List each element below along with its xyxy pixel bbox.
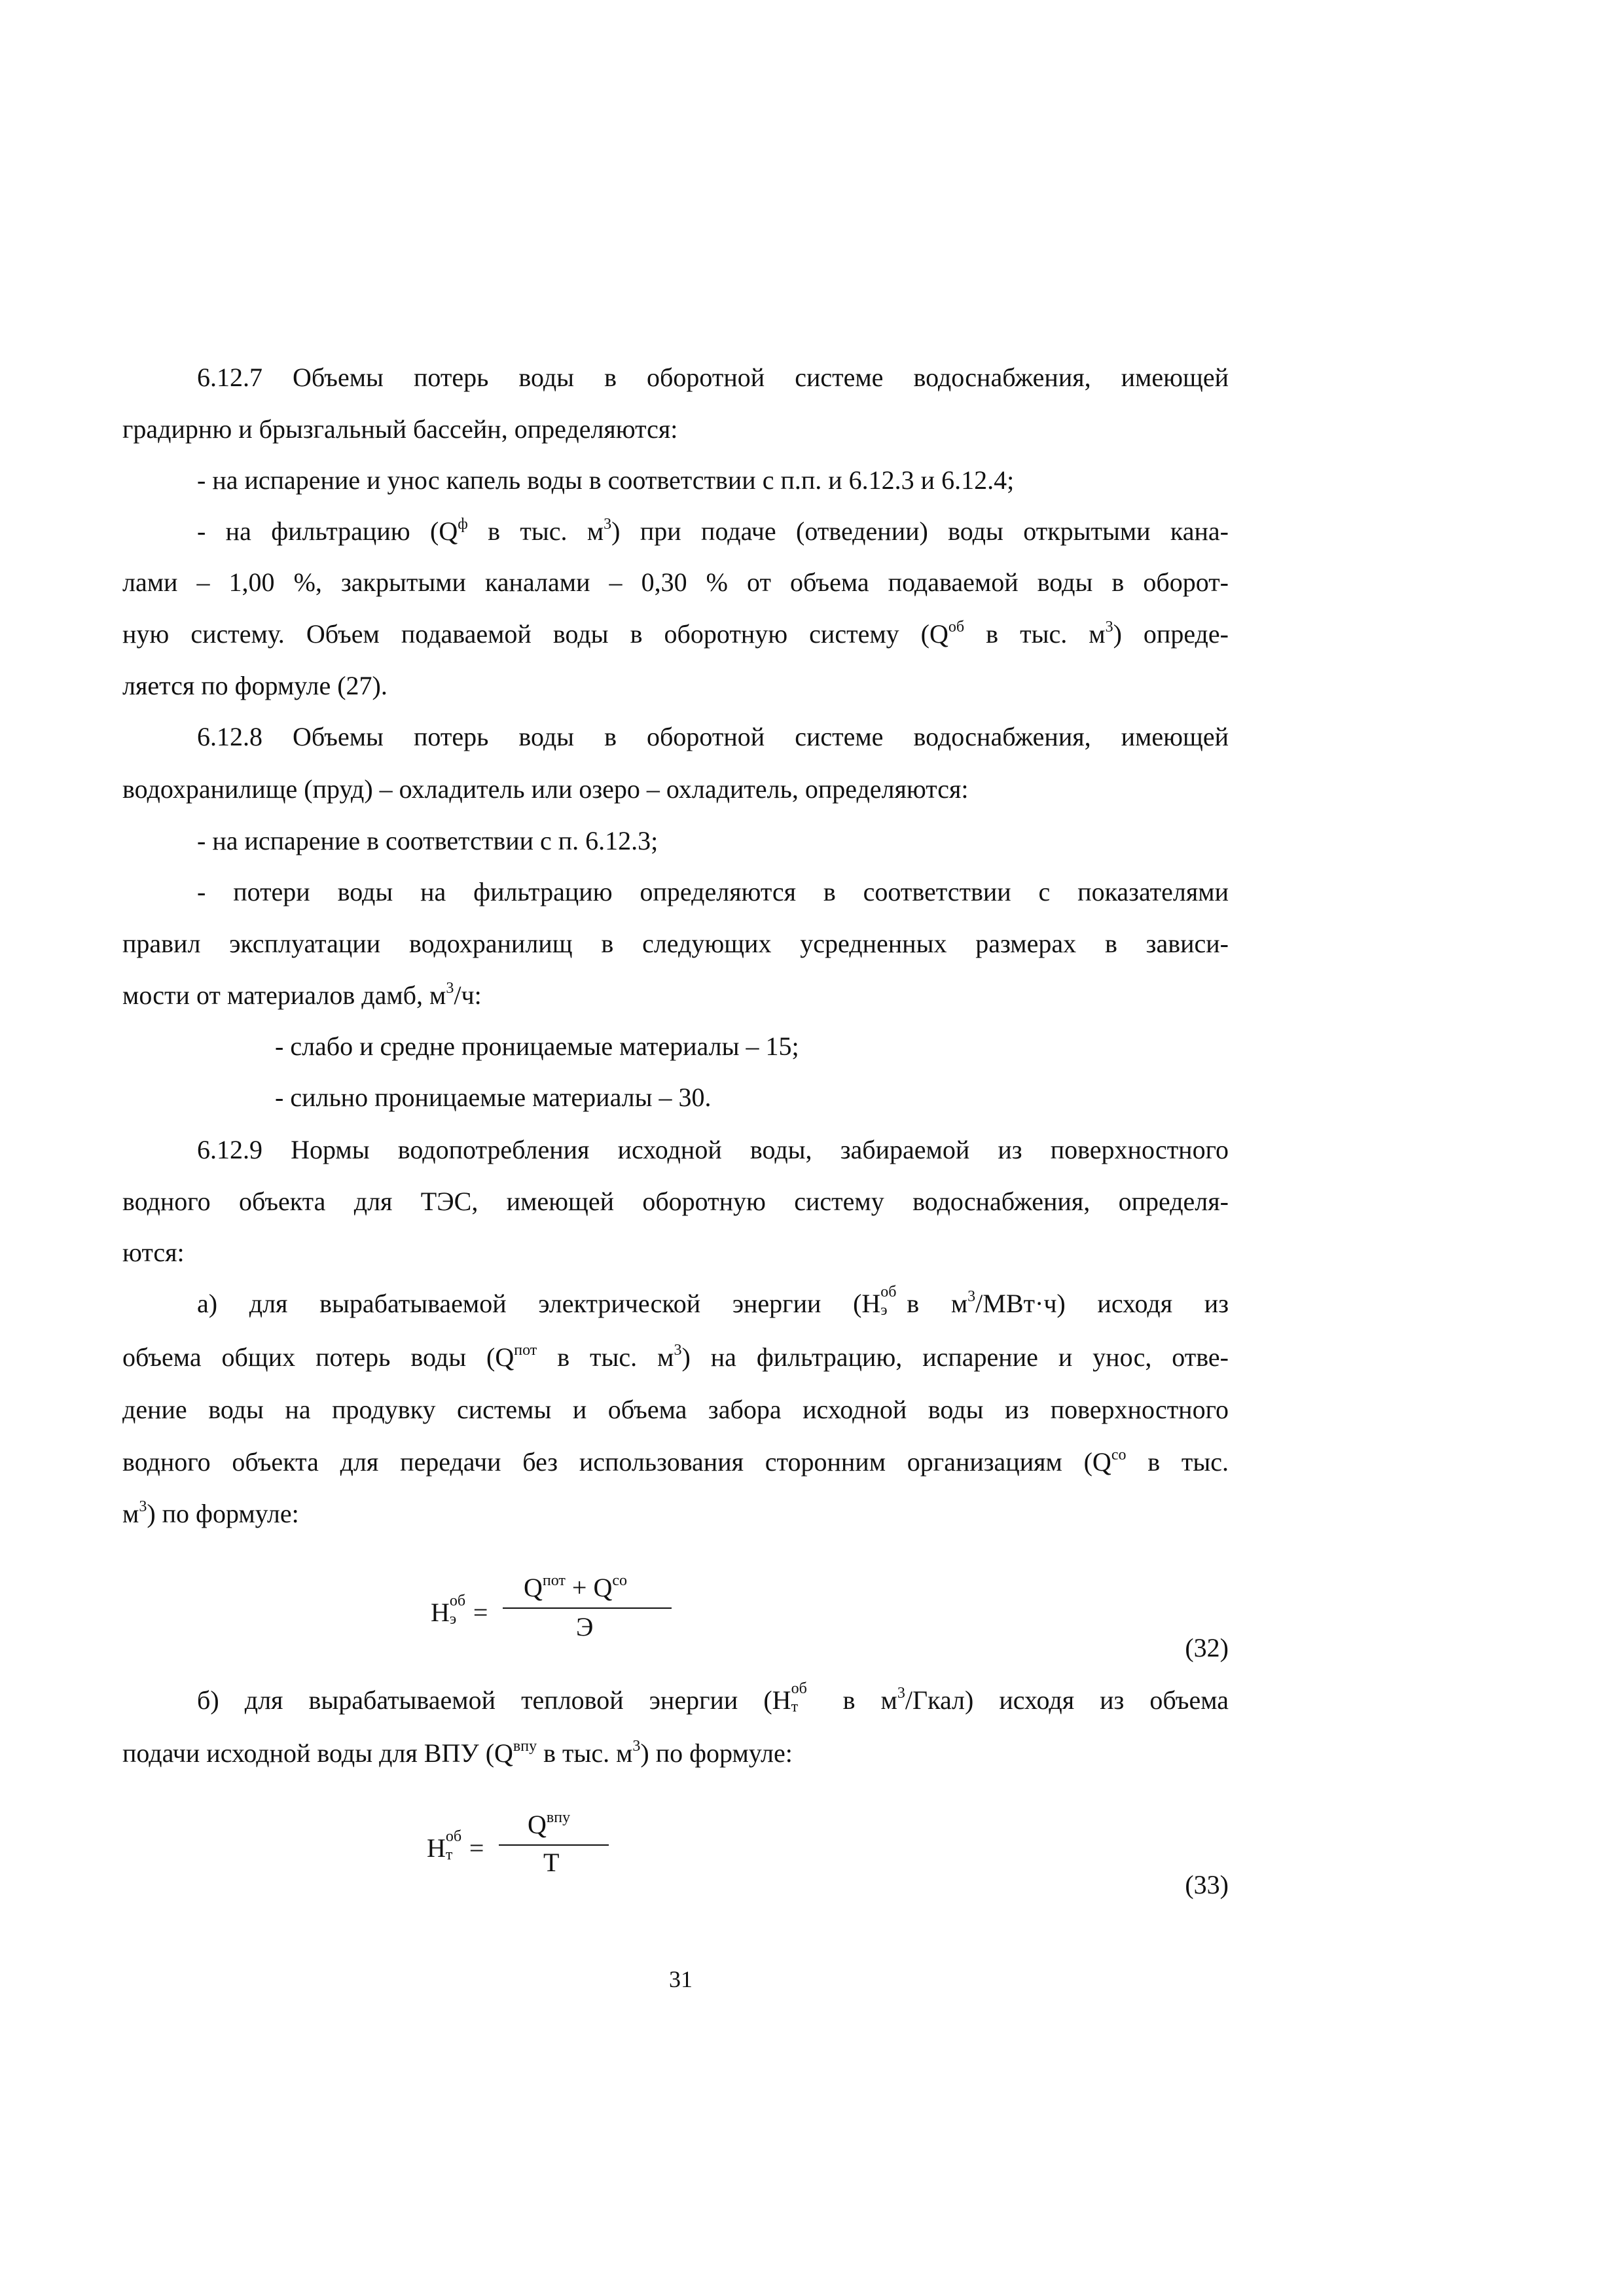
para-6-12-7-item2: - на фильтрацию ($Q^ф$ в тыс. $м^3$) при подаче (отведении) воды открытыми кана- (197, 516, 1229, 546)
formula-32-fraction-bar (503, 1607, 672, 1609)
formula-32-number: (32) (1185, 1633, 1229, 1662)
para-6-12-7-line6: ляется по формуле (27). (122, 671, 388, 700)
para-6-12-7-line5: ную систему. Объем подаваемой воды в оборотную систему ($Q^{об}$ в тыс. $м^3$) опреде- (122, 619, 1229, 649)
formula-33-lhs: Н об т = (427, 1828, 484, 1863)
formula-33-denominator: Т (543, 1848, 560, 1877)
para-6-12-9-a-line5: $м^3$) по формуле: (122, 1498, 299, 1528)
formula-32-lhs: Н об э = (431, 1592, 488, 1628)
para-6-12-9-line3: ются: (122, 1238, 185, 1267)
para-6-12-7-line2: градирню и брызгальный бассейн, определяются: (122, 414, 678, 444)
para-6-12-9-a-line1: а) для вырабатываемой электрической энергии (Н об э в $м^3/МВт\cdot ч$) исходя из (197, 1283, 1229, 1319)
para-6-12-9-a-line4: водного объекта для передачи без использования сторонним организациям ($Q^{со}$ в тыс. (122, 1446, 1229, 1477)
para-6-12-9-line2: водного объекта для ТЭС, имеющей оборотную систему водоснабжения, определя- (122, 1187, 1229, 1216)
para-6-12-7-item1: - на испарение и унос капель воды в соответствии с п.п. и 6.12.3 и 6.12.4; (197, 465, 1015, 495)
para-6-12-9-a-line2: объема общих потерь воды ($Q^{пот}$ в тыс. $м^3$) на фильтрацию, испарение и унос, отве- (122, 1342, 1229, 1372)
para-6-12-8-line1: 6.12.8 Объемы потерь воды в оборотной системе водоснабжения, имеющей (197, 722, 1229, 751)
para-6-12-7-line1: 6.12.7 Объемы потерь воды в оборотной системе водоснабжения, имеющей (197, 363, 1229, 392)
para-6-12-8-line2: водохранилище (пруд) – охладитель или озеро – охладитель, определяются: (122, 774, 969, 804)
para-6-12-8-sub2: - сильно проницаемые материалы – 30. (275, 1083, 712, 1112)
para-6-12-8-sub1: - слабо и средне проницаемые материалы – 15; (275, 1031, 799, 1061)
page-number: 31 (669, 1966, 693, 1992)
para-6-12-9-b-line1: б) для вырабатываемой тепловой энергии (Н об т в $м^3/Гкал$) исходя из объема (197, 1680, 1229, 1715)
formula-33-numerator: $Q^{впу}$ (528, 1809, 571, 1839)
para-6-12-8-item2-line1: - потери воды на фильтрацию определяются в соответствии с показателями (197, 877, 1229, 906)
formula-33-number: (33) (1185, 1870, 1229, 1899)
para-6-12-8-item2-line2: правил эксплуатации водохранилищ в следующих усредненных размерах в зависи- (122, 929, 1229, 958)
para-6-12-8-item2-line3: мости от материалов дамб, $м^3/ч$: (122, 980, 482, 1010)
para-6-12-9-line1: 6.12.9 Нормы водопотребления исходной воды, забираемой из поверхностного (197, 1135, 1229, 1164)
formula-32-numerator: $Q^{пот} + Q^{со}$ (524, 1572, 628, 1602)
formula-32-denominator: Э (576, 1612, 594, 1641)
para-6-12-9-a-line3: дение воды на продувку системы и объема забора исходной воды из поверхностного (122, 1395, 1229, 1424)
para-6-12-8-item1: - на испарение в соответствии с п. 6.12.3; (197, 826, 659, 855)
para-6-12-9-b-line2: подачи исходной воды для ВПУ ($Q^{впу}$ в тыс. $м^3$) по формуле: (122, 1738, 793, 1768)
formula-33-fraction-bar (499, 1844, 609, 1846)
para-6-12-7-line4: лами – 1,00 %, закрытыми каналами – 0,30 % от объема подаваемой воды в оборот- (122, 567, 1229, 597)
